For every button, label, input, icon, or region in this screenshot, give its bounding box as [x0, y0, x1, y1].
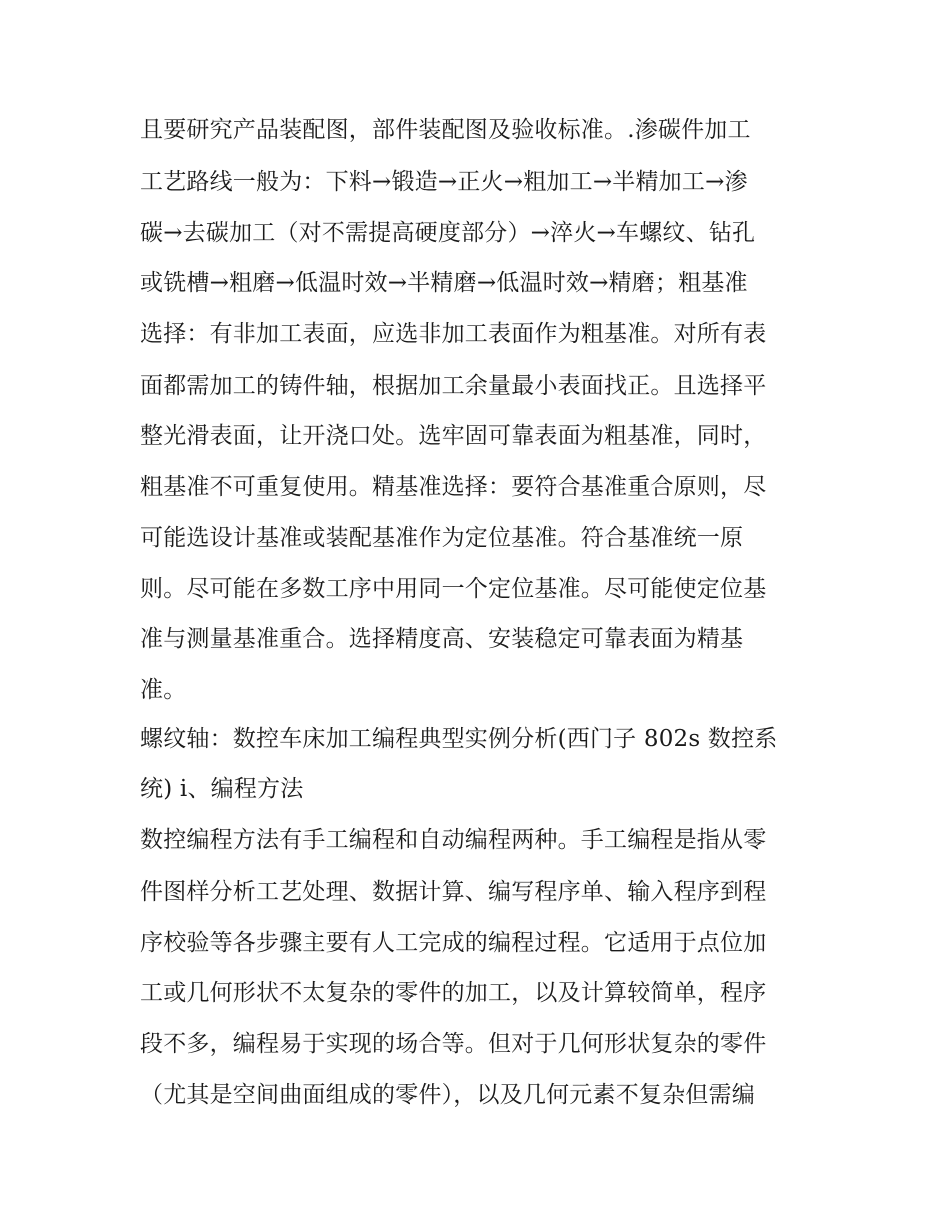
paragraph-line: 段不多，编程易于实现的场合等。但对于几何形状复杂的零件: [140, 1031, 767, 1057]
heading-line: 螺纹轴：数控车床加工编程典型实例分析(西门子 802s 数控系: [140, 726, 778, 752]
paragraph-line: 工或几何形状不太复杂的零件的加工，以及计算较简单，程序: [140, 980, 767, 1006]
paragraph-line: 粗基准不可重复使用。精基准选择：要符合基准重合原则，尽: [140, 474, 767, 500]
paragraph-line: 整光滑表面，让开浇口处。选牢固可靠表面为粗基准，同时，: [140, 423, 767, 449]
paragraph-line: 可能选设计基准或装配基准作为定位基准。符合基准统一原: [140, 525, 744, 551]
paragraph-line: 则。尽可能在多数工序中用同一个定位基准。尽可能使定位基: [140, 576, 767, 602]
paragraph-line: 准与测量基准重合。选择精度高、安装稳定可靠表面为精基: [140, 626, 744, 652]
paragraph-line: 数控编程方法有手工编程和自动编程两种。手工编程是指从零: [140, 827, 767, 853]
paragraph-line: 选择：有非加工表面，应选非加工表面作为粗基准。对所有表: [140, 321, 767, 347]
paragraph-line: 准。: [140, 677, 187, 703]
paragraph-line: 件图样分析工艺处理、数据计算、编写程序单、输入程序到程: [140, 879, 767, 905]
paragraph-line: 工艺路线一般为：下料→锻造→正火→粗加工→半精加工→渗: [140, 169, 748, 195]
paragraph-line: （尤其是空间曲面组成的零件），以及几何元素不复杂但需编: [140, 1082, 755, 1108]
paragraph-line: 且要研究产品装配图，部件装配图及验收标准。.渗碳件加工: [140, 117, 751, 143]
paragraph-line: 序校验等各步骤主要有人工完成的编程过程。它适用于点位加: [140, 930, 767, 956]
heading-line: 统) i、编程方法: [140, 776, 304, 802]
paragraph-line: 碳→去碳加工（对不需提高硬度部分）→淬火→车螺纹、钻孔: [140, 220, 756, 246]
paragraph-line: 面都需加工的铸件轴，根据加工余量最小表面找正。且选择平: [140, 373, 767, 399]
paragraph-line: 或铣槽→粗磨→低温时效→半精磨→低温时效→精磨；粗基准: [140, 270, 748, 296]
